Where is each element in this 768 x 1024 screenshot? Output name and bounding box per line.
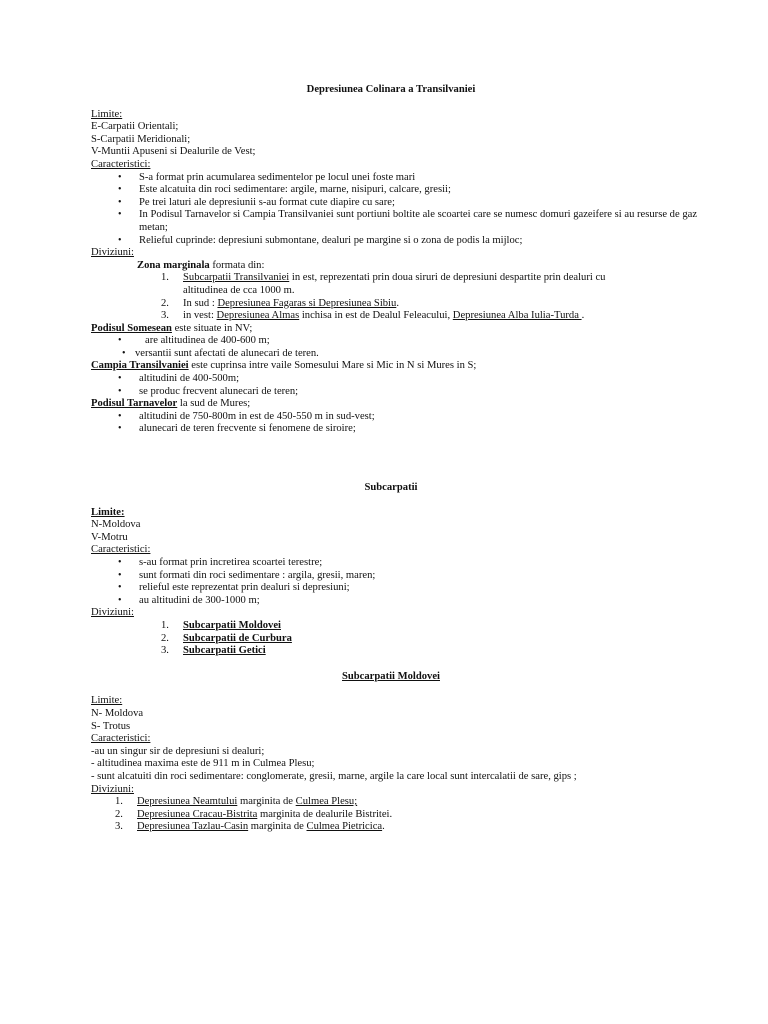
- divisions-label: Diviziuni:: [91, 247, 134, 259]
- limits-label: Limite:: [91, 108, 123, 120]
- numbered-item: 2. Subcarpatii de Curbura: [161, 632, 292, 644]
- list-item: • In Podisul Tarnavelor si Campia Transilvaniei sunt portiuni boltite ale scoartei care se numesc domuri gazeifere si au resurse de gaz metan;: [91, 209, 699, 234]
- numbered-item: 2. Depresiunea Cracau-Bistrita marginita de dealurile Bistritei.: [115, 808, 393, 820]
- numbered-item: 1. Subcarpatii Transilvaniei in est, reprezentati prin doua siruri de depresiuni despartite prin dealuri cu: [161, 272, 606, 284]
- link-text[interactable]: Subcarpatii Getici: [183, 645, 266, 657]
- limits-label: Limite:: [91, 506, 125, 518]
- numbered-item: 3. Depresiunea Tazlau-Casin marginita de Culmea Pietricica.: [115, 821, 385, 833]
- numbered-item: 3. Subcarpatii Getici: [161, 645, 266, 657]
- list-item: • altitudini de 750-800m in est de 450-550 m in sud-vest;: [91, 411, 691, 424]
- region-heading: Campia Transilvaniei este cuprinsa intre vaile Somesului Mare si Mic in N si Mures in S;: [91, 360, 477, 372]
- list-item: • altitudini de 400-500m;: [91, 373, 691, 386]
- list-item: • are altitudinea de 400-600 m;: [91, 335, 691, 348]
- list-item: • versantii sunt afectati de alunecari de teren.: [91, 348, 691, 361]
- numbered-item: 2. In sud : Depresiunea Fagaras si Depresiunea Sibiu.: [161, 297, 399, 309]
- link-text[interactable]: Subcarpatii de Curbura: [183, 632, 292, 644]
- link-text[interactable]: Culmea Plesu;: [295, 796, 358, 808]
- limit-item: E-Carpatii Orientali;: [91, 121, 179, 133]
- characteristics-label: Caracteristici:: [91, 733, 151, 745]
- list-item: • Relieful cuprinde: depresiuni submontane, dealuri pe margine si o zona de podis la mijloc;: [91, 235, 691, 248]
- list-item: • relieful este reprezentat prin dealuri si depresiuni;: [91, 582, 691, 595]
- region-heading: Podisul Tarnavelor la sud de Mures;: [91, 398, 251, 410]
- limit-item: N-Moldova: [91, 519, 141, 531]
- numbered-item-continuation: altitudinea de cca 1000 m.: [183, 284, 295, 296]
- list-item: • Este alcatuita din roci sedimentare: argile, marne, nisipuri, calcare, gresii;: [91, 184, 691, 197]
- characteristics-label: Caracteristici:: [91, 544, 151, 556]
- section-title: Subcarpatii Moldovei: [342, 670, 440, 682]
- list-item: - altitudinea maxima este de 911 m in Culmea Plesu;: [91, 758, 315, 770]
- numbered-item: 3. in vest: Depresiunea Almas inchisa in est de Dealul Feleacului, Depresiunea Alba Iulia-Turda .: [161, 310, 585, 322]
- document-page: [91, 84, 698, 834]
- list-item: • Pe trei laturi ale depresiunii s-au format cute diapire cu sare;: [91, 197, 691, 210]
- numbered-item: 1. Subcarpatii Moldovei: [161, 619, 281, 631]
- list-item: • s-au format prin incretirea scoartei terestre;: [91, 557, 691, 570]
- list-item: • S-a format prin acumularea sedimentelor pe locul unei foste mari: [91, 172, 691, 185]
- numbered-item: 1. Depresiunea Neamtului marginita de Culmea Plesu;: [115, 796, 358, 808]
- link-text[interactable]: Culmea Pietricica: [306, 821, 383, 833]
- list-item: - sunt alcatuiti din roci sedimentare: conglomerate, gresii, marne, argile la care local sunt intercalatii de sare, gips ;: [91, 770, 577, 782]
- limit-item: S-Carpatii Meridionali;: [91, 133, 191, 145]
- limit-item: S- Trotus: [91, 720, 131, 732]
- limit-item: V-Muntii Apuseni si Dealurile de Vest;: [91, 146, 256, 158]
- list-item: • se produc frecvent alunecari de teren;: [91, 386, 691, 399]
- list-item: • au altitudini de 300-1000 m;: [91, 595, 691, 608]
- limits-label: Limite:: [91, 695, 123, 707]
- section-title: Subcarpatii: [364, 482, 418, 494]
- divisions-label: Diviziuni:: [91, 607, 134, 619]
- list-item: • alunecari de teren frecvente si fenomene de siroire;: [91, 423, 691, 436]
- region-heading: Podisul Somesean este situate in NV;: [91, 322, 253, 334]
- link-text[interactable]: Depresiunea Neamtului: [137, 796, 238, 808]
- section-title: Depresiunea Colinara a Transilvaniei: [306, 84, 476, 95]
- link-text[interactable]: Subcarpatii Moldovei: [183, 619, 281, 631]
- divisions-label: Diviziuni:: [91, 783, 134, 795]
- link-text[interactable]: Depresiunea Alba Iulia-Turda: [452, 310, 582, 322]
- list-item: • sunt formati din roci sedimentare : argila, gresii, maren;: [91, 570, 691, 583]
- link-text[interactable]: Depresiunea Cracau-Bistrita: [137, 808, 258, 820]
- list-item: -au un singur sir de depresiuni si dealuri;: [91, 745, 265, 757]
- link-text[interactable]: Depresiunea Almas: [216, 310, 300, 322]
- characteristics-label: Caracteristici:: [91, 158, 151, 170]
- zona-marginala-heading: Zona marginala formata din:: [137, 259, 265, 271]
- limit-item: N- Moldova: [91, 707, 144, 719]
- link-text[interactable]: Depresiunea Tazlau-Casin: [137, 821, 249, 833]
- link-text[interactable]: Subcarpatii Transilvaniei: [183, 272, 290, 284]
- link-text[interactable]: Depresiunea Fagaras si Depresiunea Sibiu: [217, 297, 397, 309]
- limit-item: V-Motru: [91, 531, 128, 543]
